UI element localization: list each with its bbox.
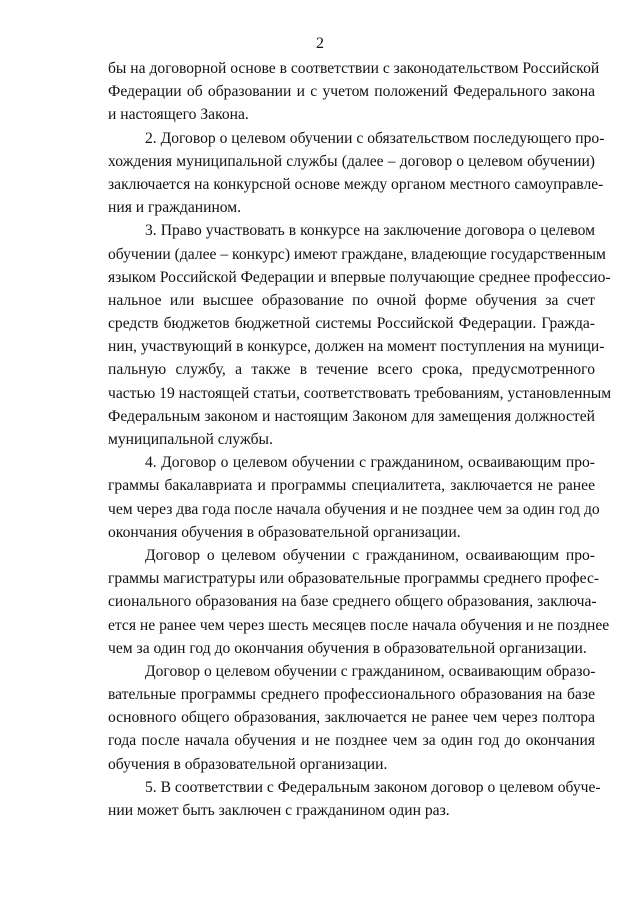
text-line: граммы магистратуры или образовательные программы среднего профес- [108,570,600,588]
text-line: средств бюджетов бюджетной системы Российской Федерации. Гражда- [108,315,595,333]
text-line: Договор о целевом обучении с гражданином, осваивающим про- [145,546,595,564]
text-line: чем через два года после начала обучения и не позднее чем за один год до [108,500,600,518]
text-line: основного общего образования, заключается не ранее чем через полтора [108,709,595,727]
text-line: обучении (далее – конкурс) имеют граждане, владеющие государственным [108,245,606,263]
text-line: чем за один год до окончания обучения в образовательной организации. [108,639,587,657]
text-line: 3. Право участвовать в конкурсе на заключение договора о целевом [145,222,595,240]
text-line: пальную службу, а также в течение всего срока, предусмотренного [108,361,595,379]
text-line: частью 19 настоящей статьи, соответствовать требованиям, установленным [108,384,612,402]
text-line: нальное или высшее образование по очной форме обучения за счет [108,291,595,309]
text-line: вательные программы среднего профессионального образования на базе [108,686,595,704]
text-line: года после начала обучения и не позднее чем за один год до окончания [108,732,595,750]
text-line: языком Российской Федерации и впервые получающие среднее профессио- [108,268,611,286]
text-line: сионального образования на базе среднего общего образования, заключа- [108,593,597,611]
text-line: граммы бакалавриата и программы специалитета, заключается не ранее [108,477,595,495]
text-line: нии может быть заключен с гражданином один раз. [108,802,450,819]
text-line: и настоящего Закона. [108,106,249,124]
text-line: Федерации об образовании и с учетом положений Федерального закона [108,83,595,101]
page-number: 2 [316,35,324,52]
text-line: Договор о целевом обучении с гражданином, осваивающим образо- [145,662,596,680]
text-line: ется не ранее чем через шесть месяцев после начала обучения и не позднее [108,616,610,634]
text-line: обучения в образовательной организации. [108,755,388,773]
text-line: нин, участвующий в конкурсе, должен на момент поступления на муници- [108,338,605,356]
text-line: Федеральным законом и настоящим Законом для замещения должностей [108,407,595,425]
text-line: 4. Договор о целевом обучении с гражданином, осваивающим про- [145,454,595,472]
text-line: заключается на конкурсной основе между органом местного самоуправле- [108,175,604,193]
text-line: 5. В соответствии с Федеральным законом договор о целевом обуче- [145,778,601,796]
text-line: бы на договорной основе в соответствии с законодательством Российской [108,60,600,77]
text-line: 2. Договор о целевом обучении с обязательством последующего про- [145,129,605,147]
text-line: хождения муниципальной службы (далее – договор о целевом обучении) [108,152,595,170]
text-line: окончания обучения в образовательной организации. [108,523,461,541]
text-line: муниципальной службы. [108,431,273,448]
document-text-body [108,57,612,822]
text-line: ния и гражданином. [108,199,242,217]
